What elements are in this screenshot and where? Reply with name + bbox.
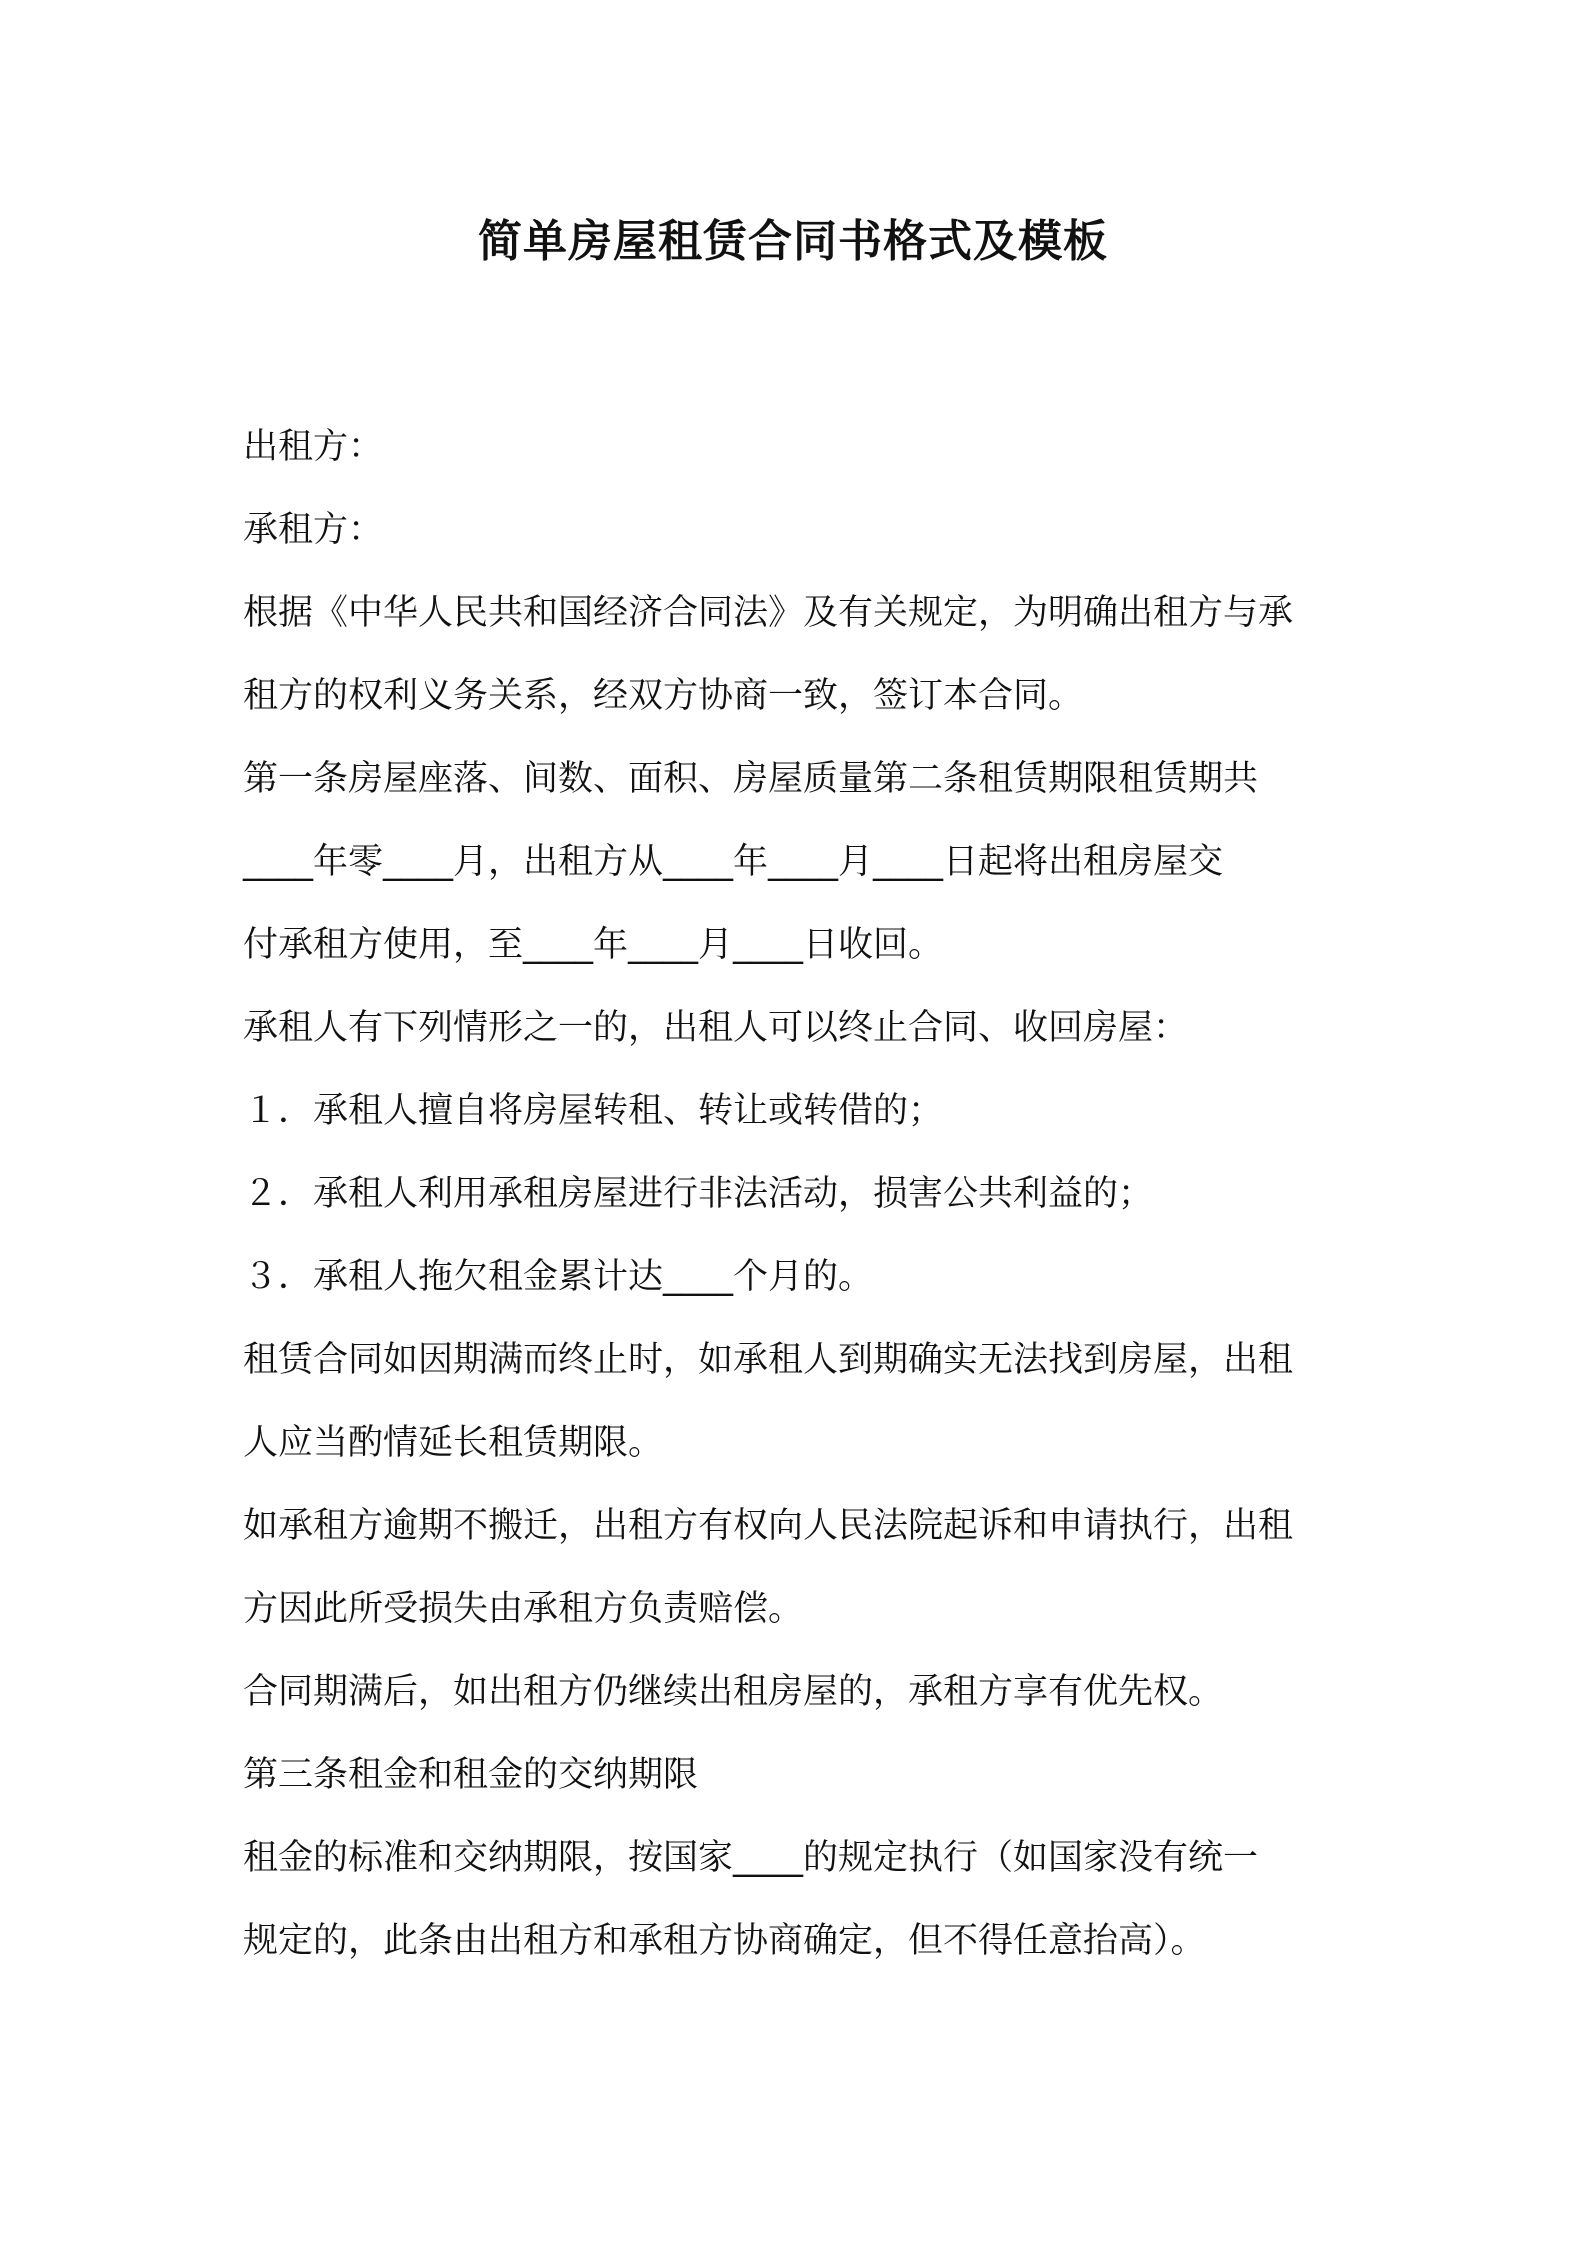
document-body (243, 406, 1363, 1983)
text-line-term-2: 付承租方使用，至____年____月____日收回。 (243, 925, 944, 965)
text-line-term-1: ____年零____月，出租方从____年____月____日起将出租房屋交 (243, 842, 1224, 882)
text-line-priority: 合同期满后，如出租方仍继续出租房屋的，承租方享有优先权。 (243, 1672, 1224, 1712)
text-line-rent-1: 租金的标准和交纳期限，按国家____的规定执行（如国家没有统一 (243, 1838, 1259, 1878)
text-line-lessee: 承租方： (243, 510, 384, 550)
text-line-preamble-2: 租方的权利义务关系，经双方协商一致，签订本合同。 (243, 676, 1084, 716)
text-line-expiry-2: 人应当酌情延长租赁期限。 (243, 1423, 664, 1463)
text-line-termination-item-2: ２．承租人利用承租房屋进行非法活动，损害公共利益的； (243, 1174, 1154, 1214)
text-line-lessor: 出租方： (243, 427, 384, 467)
text-line-article-1: 第一条房屋座落、间数、面积、房屋质量第二条租赁期限租赁期共 (243, 759, 1259, 799)
text-line-preamble-1: 根据《中华人民共和国经济合同法》及有关规定，为明确出租方与承 (243, 593, 1294, 633)
text-line-expiry-1: 租赁合同如因期满而终止时，如承租人到期确实无法找到房屋，出租 (243, 1340, 1294, 1380)
text-line-overdue-2: 方因此所受损失由承租方负责赔偿。 (243, 1589, 804, 1629)
text-line-article-3-heading: 第三条租金和租金的交纳期限 (243, 1755, 699, 1795)
text-line-rent-2: 规定的，此条由出租方和承租方协商确定，但不得任意抬高）。 (243, 1921, 1206, 1961)
document-title: 简单房屋租赁合同书格式及模板 (478, 216, 1108, 267)
text-line-termination-item-1: １．承租人擅自将房屋转租、转让或转借的； (243, 1091, 944, 1131)
text-line-overdue-1: 如承租方逾期不搬迁，出租方有权向人民法院起诉和申请执行，出租 (243, 1506, 1294, 1546)
text-line-termination-intro: 承租人有下列情形之一的，出租人可以终止合同、收回房屋： (243, 1008, 1189, 1048)
text-line-termination-item-3: ３．承租人拖欠租金累计达____个月的。 (243, 1257, 874, 1297)
